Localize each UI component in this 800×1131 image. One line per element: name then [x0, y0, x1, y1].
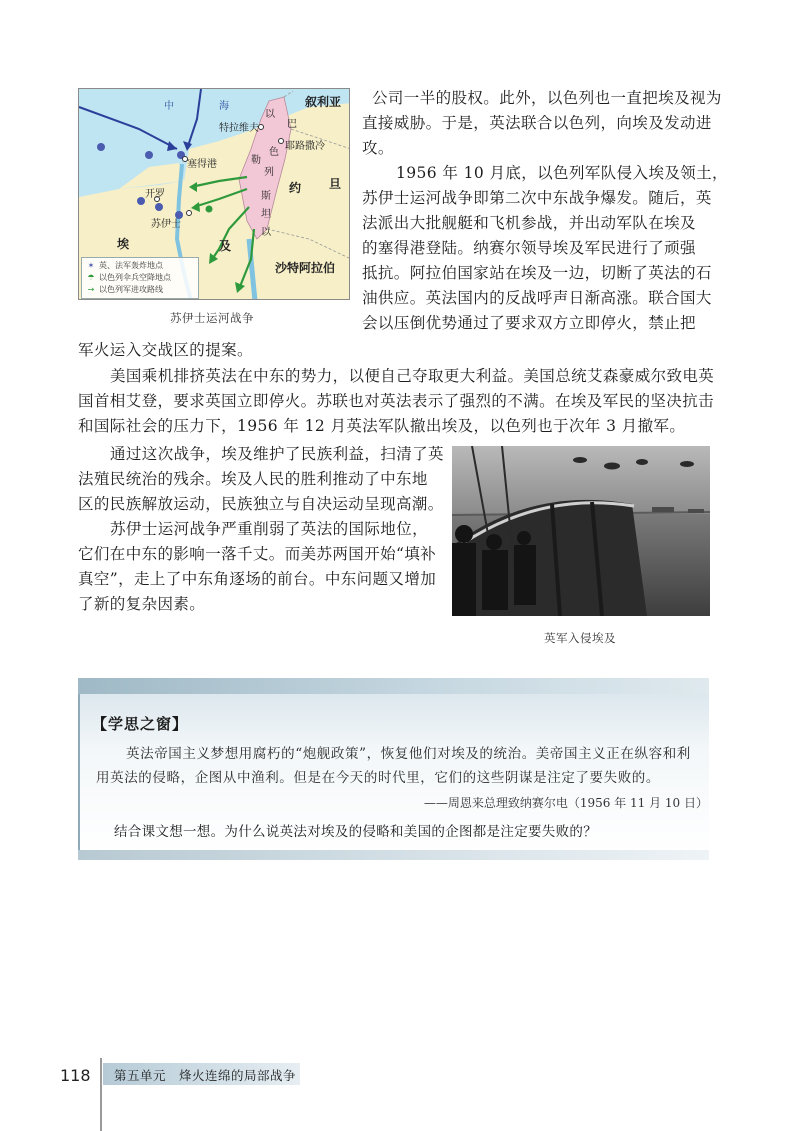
paragraph-1-line-3: 攻。: [362, 139, 394, 157]
paragraph-3-line-3: 和国际社会的压力下，1956 年 12 月英法军队撤出埃及，以色列也于次年 3 月撤军。: [78, 417, 686, 435]
legend-item-attack-route: → 以色列军进攻路线: [85, 284, 195, 296]
soldier-body: [452, 543, 476, 616]
map-label-sea-1: 中: [164, 101, 174, 112]
map-label-israel-char3: 列: [264, 167, 274, 178]
paragraph-5-line-3: 真空”，走上了中东角逐场的前台。中东问题又增加: [78, 570, 437, 588]
paragraph-5-line-4: 了新的复杂因素。: [78, 595, 206, 613]
city-dot: [259, 125, 264, 130]
ship: [688, 509, 704, 513]
map-caption: 苏伊士运河战争: [170, 311, 254, 325]
quote-line-1: 英法帝国主义梦想用腐朽的“炮舰政策”，恢复他们对埃及的统治。美帝国主义正在纵容和利: [126, 746, 691, 762]
map-label-palestine-char2: 勒: [251, 155, 261, 166]
paragraph-2-line-1: 1956 年 10 月底，以色列军队侵入埃及领土，: [396, 164, 728, 182]
anglo-french-route-2: [187, 89, 201, 149]
photo-caption: 英军入侵埃及: [544, 631, 616, 645]
thinking-window-footer-bar: [78, 850, 709, 860]
bombing-point: [145, 151, 153, 159]
city-dot: [279, 139, 284, 144]
british-invasion-photo: [452, 446, 710, 616]
city-dot: [187, 211, 192, 216]
map-legend: [81, 257, 199, 299]
map-label-israel-char2: 色: [269, 147, 279, 158]
paragraph-2-line-2: 苏伊士运河战争即第二次中东战争爆发。随后，英: [362, 189, 712, 207]
soldier-head: [486, 534, 502, 550]
paragraph-3-line-2: 国首相艾登，要求英国立即停火。苏联也对英法表示了强烈的不满。在埃及军民的坚决抗击: [78, 392, 715, 410]
helicopter: [636, 459, 648, 465]
map-label-egypt-2: 及: [219, 239, 232, 253]
suez-war-map: [78, 88, 350, 300]
map-label-israel-char1: 以: [265, 109, 275, 120]
paragraph-2-line-3: 法派出大批舰艇和飞机参战，并出动军队在埃及: [362, 214, 696, 232]
map-label-telaviv: 特拉维夫: [219, 123, 259, 134]
soldier-head: [517, 531, 531, 545]
paragraph-3-line-1: 美国乘机排挤英法在中东的势力，以便自己夺取更大利益。美国总统艾森豪威尔致电英: [110, 367, 715, 385]
map-label-saudi: 沙特阿拉伯: [275, 261, 336, 275]
map-label-palestine-char4: 坦: [261, 209, 271, 220]
helicopter: [573, 457, 587, 463]
bombing-point: [137, 197, 145, 205]
paratrooper-drop: [206, 206, 213, 213]
paragraph-2-line-8: 军火运入交战区的提案。: [78, 341, 253, 359]
helicopter: [680, 461, 694, 467]
paragraph-2-line-7: 会以压倒优势通过了要求双方立即停火，禁止把: [362, 314, 696, 332]
paragraph-2-line-5: 抵抗。阿拉伯国家站在埃及一边，切断了英法的石: [362, 264, 712, 282]
paragraph-5-line-2: 它们在中东的影响一落千丈。而美苏两国开始“填补: [78, 545, 437, 563]
anglo-french-route-1: [79, 107, 177, 149]
map-label-palestine-char1: 巴: [287, 119, 297, 130]
quote-source: ——周恩来总理致纳赛尔电（1956 年 11 月 10 日）: [423, 796, 708, 810]
map-label-jordan-1: 约: [289, 181, 302, 195]
thinking-window-header-bar: [78, 678, 709, 694]
map-label-cairo: 开罗: [145, 189, 165, 200]
footer-divider: [100, 1058, 102, 1131]
paragraph-4-line-2: 法殖民统治的残余。埃及人民的胜利推动了中东地: [78, 470, 428, 488]
arrow-icon: →: [87, 285, 95, 294]
soldier-body: [482, 550, 508, 610]
legend-item-paratroop: ☂ 以色列伞兵空降地点: [85, 272, 195, 284]
arrowhead: [167, 141, 177, 151]
map-label-palestine-char3: 斯: [261, 191, 271, 202]
thinking-window-title: 【学思之窗】: [92, 715, 189, 733]
photo-graphic: [452, 446, 710, 616]
map-label-portsaid: 塞得港: [187, 159, 217, 170]
ship: [652, 507, 674, 512]
map-label-israel-char4: 以: [261, 227, 271, 238]
map-label-jerusalem: 耶路撒冷: [285, 141, 325, 152]
soldier-head: [455, 525, 473, 543]
map-label-syria: 叙利亚: [305, 95, 342, 109]
legend-item-bombing: ✶ 英、法军轰炸地点: [85, 260, 195, 272]
discussion-question: 结合课文想一想。为什么说英法对埃及的侵略和美国的企图都是注定要失败的？: [114, 824, 597, 840]
map-label-jordan-2: 旦: [329, 177, 342, 191]
parachute-icon: ☂: [87, 273, 95, 282]
paragraph-1-line-1: 公司一半的股权。此外，以色列也一直把埃及视为: [372, 89, 722, 107]
helicopter: [604, 463, 620, 470]
paragraph-1-line-2: 直接威胁。于是，英法联合以色列，向埃及发动进: [362, 114, 712, 132]
paragraph-5-line-1: 苏伊士运河战争严重削弱了英法的国际地位，: [110, 520, 429, 538]
map-label-sea-2: 海: [219, 101, 229, 112]
paragraph-4-line-1: 通过这次战争，埃及维护了民族利益，扫清了英: [110, 445, 444, 463]
bombing-point: [97, 143, 105, 151]
map-label-suez: 苏伊士: [151, 219, 181, 230]
paragraph-2-line-6: 油供应。英法国内的反战呼声日渐高涨。联合国大: [362, 289, 712, 307]
soldiers: [452, 525, 536, 616]
quote-line-2: 用英法的侵略，企图从中渔利。但是在今天的时代里，它们的这些阴谋是注定了要失败的。: [96, 770, 660, 786]
soldier-body: [514, 545, 536, 605]
map-label-egypt-1: 埃: [117, 237, 130, 251]
footer-unit-title: 第五单元 烽火连绵的局部战争: [114, 1068, 297, 1083]
bombing-point: [155, 203, 163, 211]
page-number: 118: [60, 1066, 91, 1085]
paragraph-2-line-4: 的塞得港登陆。纳赛尔领导埃及军民进行了顽强: [362, 239, 696, 257]
star-icon: ✶: [87, 261, 95, 270]
paragraph-4-line-3: 区的民族解放运动，民族独立与自决运动呈现高潮。: [78, 495, 444, 513]
